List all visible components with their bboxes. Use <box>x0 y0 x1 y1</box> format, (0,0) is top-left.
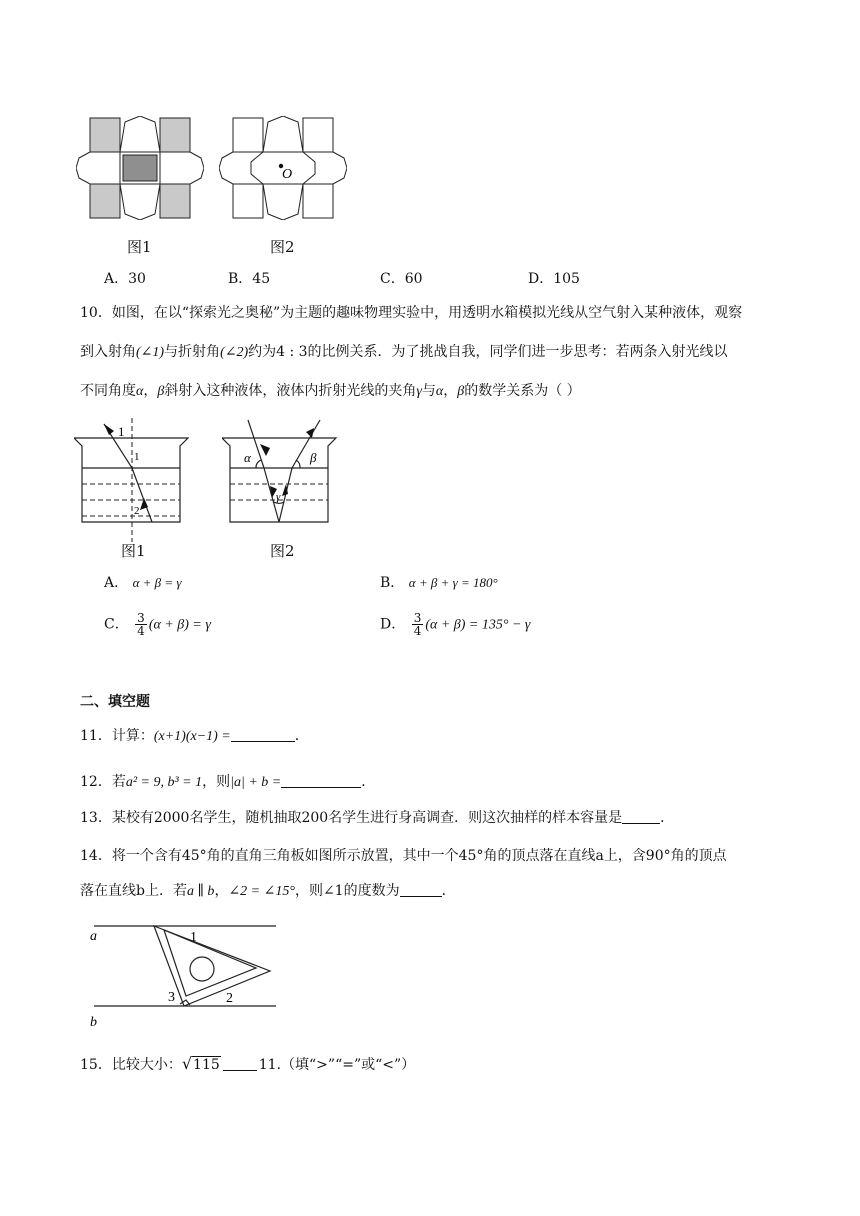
q13: 13．某校有2000名学生，随机抽取200名学生进行身高调查．则这次抽样的样本容量是 ． <box>80 810 675 826</box>
q9-figure-2 <box>219 116 347 220</box>
q14-answer-blank[interactable] <box>400 882 442 897</box>
sqrt-symbol: √ <box>181 1054 193 1073</box>
q11-answer-blank[interactable] <box>231 727 295 742</box>
q15: 15．比较大小：√115 11.（填“>”“=”或“<”） <box>80 1054 416 1073</box>
q12: 12．若a² = 9, b³ = 1，则|a| + b = ． <box>80 774 376 790</box>
q10-fig1-label-2: 2 <box>134 505 140 517</box>
q10-option-a: A． α + β = γ <box>104 575 182 591</box>
q9-option-a: A．30 <box>104 271 146 287</box>
q10-figure-1 <box>74 414 190 542</box>
q14-figure <box>86 916 278 1028</box>
q10-figure-2 <box>222 414 338 526</box>
q10-line-1: 10．如图，在以“探索光之奥秘”为主题的趣味物理实验中，用透明水箱模拟光线从空气射入某种液体，观察 <box>80 305 743 321</box>
q10-fig2-label-gamma: γ <box>276 491 281 503</box>
q14-label-3: 3 <box>168 990 175 1005</box>
q9-option-b: B．45 <box>228 271 271 287</box>
q14-label-2: 2 <box>226 991 233 1006</box>
q12-answer-blank[interactable] <box>281 773 361 788</box>
q14-label-a: a <box>90 929 97 944</box>
q10-fig1-caption: 图1 <box>121 542 146 560</box>
q13-answer-blank[interactable] <box>622 809 660 824</box>
q10-fig2-label-beta: β <box>310 450 317 465</box>
q10-option-d: D． $\frac{3}{4}$ (α + β) = 135° − γ <box>380 611 531 638</box>
q14-line-1: 14．将一个含有45°角的直角三角板如图所示放置，其中一个45°角的顶点落在直线a上，含90°角的顶点 <box>80 848 727 864</box>
q10-option-c: C． $\frac{3}{4}$ (α + β) = γ <box>104 611 211 638</box>
q10-option-b: B． α + β + γ = 180° <box>380 575 498 591</box>
q9-figure-1 <box>76 116 204 220</box>
q9-option-c: C．60 <box>380 271 423 287</box>
q10-line-2: 到入射角(∠1)与折射角(∠2)约为4 : 3的比例关系．为了挑战自我，同学们进一步思考：若两条入射光线以 <box>80 344 728 360</box>
q11: 11．计算：(x+1)(x−1) = ． <box>80 728 309 744</box>
section-2-title: 二、填空题 <box>80 694 150 710</box>
q10-fig1-label-1: 1 <box>118 424 125 439</box>
q14-label-b: b <box>90 1015 97 1028</box>
q9-option-d: D．105 <box>528 271 580 287</box>
q15-answer-blank[interactable] <box>223 1056 257 1071</box>
q14-label-1: 1 <box>190 930 197 945</box>
q10-fig2-label-alpha: α <box>244 450 251 465</box>
svg-text:1: 1 <box>134 451 140 463</box>
q10-fig2-caption: 图2 <box>270 542 295 560</box>
q9-fig1-caption: 图1 <box>127 238 152 256</box>
q14-line-2: 落在直线b上．若a ∥ b，∠2 = ∠15°，则∠1的度数为 ． <box>80 883 456 899</box>
q9-center-label-o: O <box>282 167 293 182</box>
q9-fig2-caption: 图2 <box>270 238 295 256</box>
q10-line-3: 不同角度α，β斜射入这种液体，液体内折射光线的夹角γ与α，β的数学关系为（ ） <box>80 383 581 399</box>
